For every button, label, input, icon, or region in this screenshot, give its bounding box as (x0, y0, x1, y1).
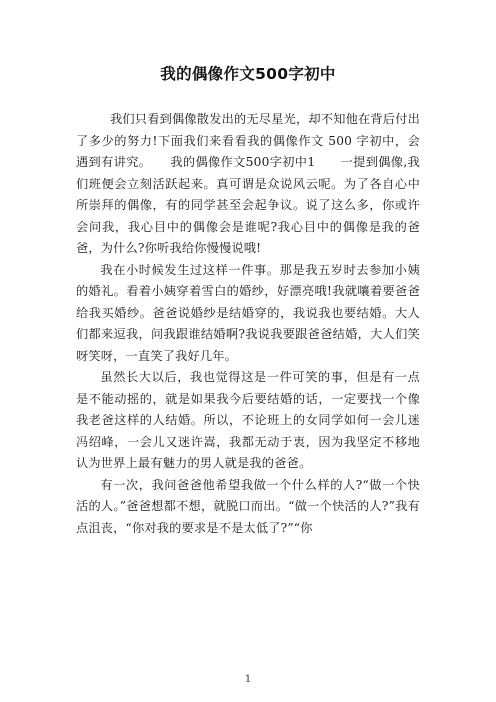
document-title: 我的偶像作文500字初中 (160, 65, 336, 83)
paragraph-conversation: 有一次，我问爸爸他希望我做一个什么样的人?“做一个快活的人。”爸爸想都不想，就脱口而出。“做一个快活的人?”我有点沮丧，“你对我的要求是不是太低了?”“你 (76, 477, 420, 535)
paragraph-wedding-story: 我在小时候发生过这样一件事。那是我五岁时去参加小姨的婚礼。看着小姨穿着雪白的婚纱，好漂亮哦!我就嚷着要爸爸给我买婚纱。爸爸说婚纱是结婚穿的，我说我也要结婚。大人们都来逗我，问我跟谁结婚啊?我说我要跟爸爸结婚，大人们笑呀笑呀，一直笑了我好几年。 (76, 262, 420, 363)
paragraph-intro: 我们只看到偶像散发出的无尽星光，却不知他在背后付出了多少的努力!下面我们来看看我的偶像作文 500 字初中，会遇到有讲究。 我的偶像作文500字初中1 一提到偶像,我们班便会立刻活跃起来。真可谓是众说风云呢。为了各自心中所崇拜的偶像，有的同学甚至会起争议。说了这么多，你或许会问我，我心目中的偶像会是谁呢?我心目中的偶像是我的爸爸，为什么?你听我给你慢慢说哦! (76, 112, 420, 255)
document-body (76, 109, 420, 539)
page-number: 1 (244, 674, 252, 685)
paragraph-growing-up: 虽然长大以后，我也觉得这是一件可笑的事，但是有一点是不能动摇的，就是如果我今后要结婚的话，一定要找一个像我老爸这样的人结婚。所以，不论班上的女同学如何一会儿迷冯绍峰，一会儿又迷许嵩，我都无动于衷，因为我坚定不移地认为世界上最有魅力的男人就是我的爸爸。 (76, 370, 420, 470)
